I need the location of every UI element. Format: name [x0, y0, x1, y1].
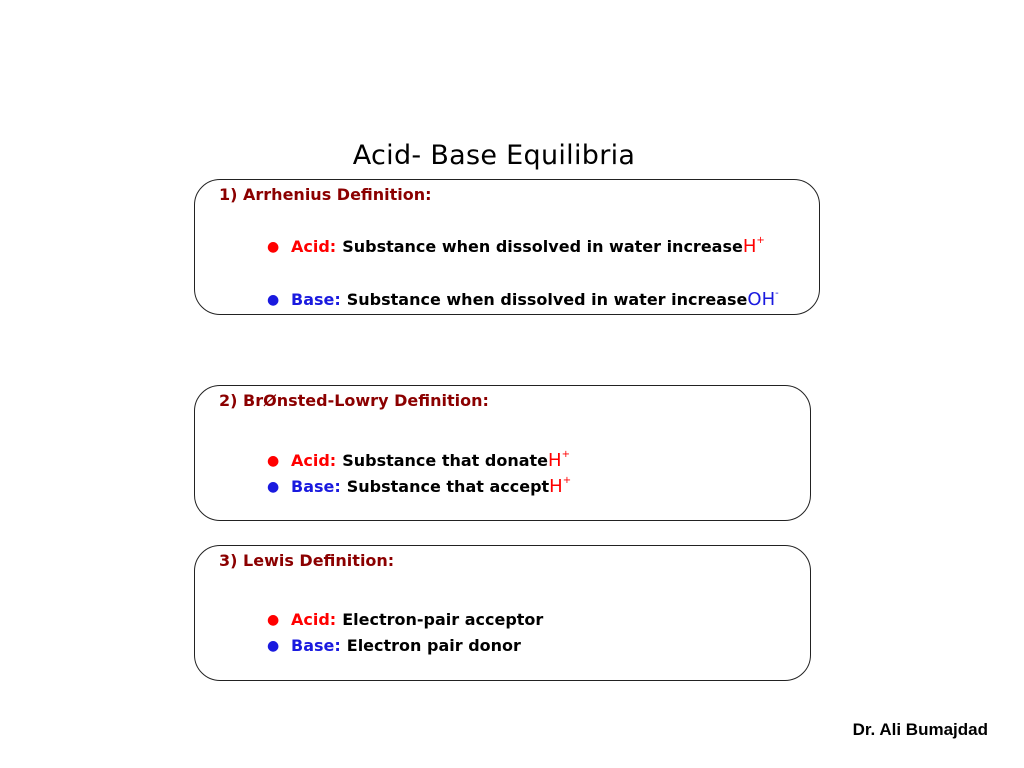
lewis-definition-box: [194, 545, 811, 681]
author-footer: Dr. Ali Bumajdad: [852, 720, 988, 739]
ion-symbol: H: [549, 476, 563, 497]
ion-symbol: H: [548, 450, 562, 471]
base-description: Substance that accept: [346, 477, 550, 496]
ion-charge: +: [561, 449, 570, 460]
lewis-base-item: [267, 636, 521, 655]
acid-label: Acid:: [291, 237, 337, 256]
acid-label: Acid:: [291, 451, 337, 470]
base-label: Base:: [291, 636, 341, 655]
ion-charge: -: [775, 288, 779, 299]
red-bullet-icon: ●: [267, 612, 280, 628]
acid-description: Substance that donate: [342, 451, 549, 470]
bronsted-lowry-heading: 2) BrØnsted-Lowry Definition:: [219, 391, 489, 410]
bronsted-lowry-definition-box: [194, 385, 811, 521]
acid-label: Acid:: [291, 610, 337, 629]
ion-symbol: OH: [747, 289, 776, 310]
arrhenius-acid-item: [267, 236, 765, 257]
ion-symbol: H: [742, 236, 757, 257]
base-label: Base:: [291, 290, 341, 309]
base-label: Base:: [291, 477, 341, 496]
hydrogen-ion: [548, 450, 570, 471]
lewis-heading: 3) Lewis Definition:: [219, 551, 395, 570]
blue-bullet-icon: ●: [267, 479, 280, 495]
base-description: Substance when dissolved in water increase: [346, 290, 748, 309]
lewis-acid-item: [267, 610, 543, 629]
bronsted-acid-item: [267, 450, 570, 471]
arrhenius-heading: 1) Arrhenius Definition:: [219, 185, 432, 204]
arrhenius-definition-box: [194, 179, 820, 315]
bronsted-base-item: [267, 476, 571, 497]
hydroxide-ion: [747, 289, 778, 310]
acid-description: Electron-pair acceptor: [342, 610, 544, 629]
red-bullet-icon: ●: [267, 453, 280, 469]
base-description: Electron pair donor: [346, 636, 521, 655]
slide-title: Acid- Base Equilibria: [352, 140, 636, 171]
arrhenius-base-item: [267, 289, 779, 310]
hydrogen-ion: [549, 476, 571, 497]
ion-charge: +: [562, 475, 572, 486]
blue-bullet-icon: ●: [267, 638, 280, 654]
hydrogen-ion: [743, 236, 765, 257]
ion-charge: +: [756, 235, 765, 246]
blue-bullet-icon: ●: [267, 292, 280, 308]
red-bullet-icon: ●: [267, 239, 280, 255]
acid-description: Substance when dissolved in water increase: [342, 237, 743, 256]
